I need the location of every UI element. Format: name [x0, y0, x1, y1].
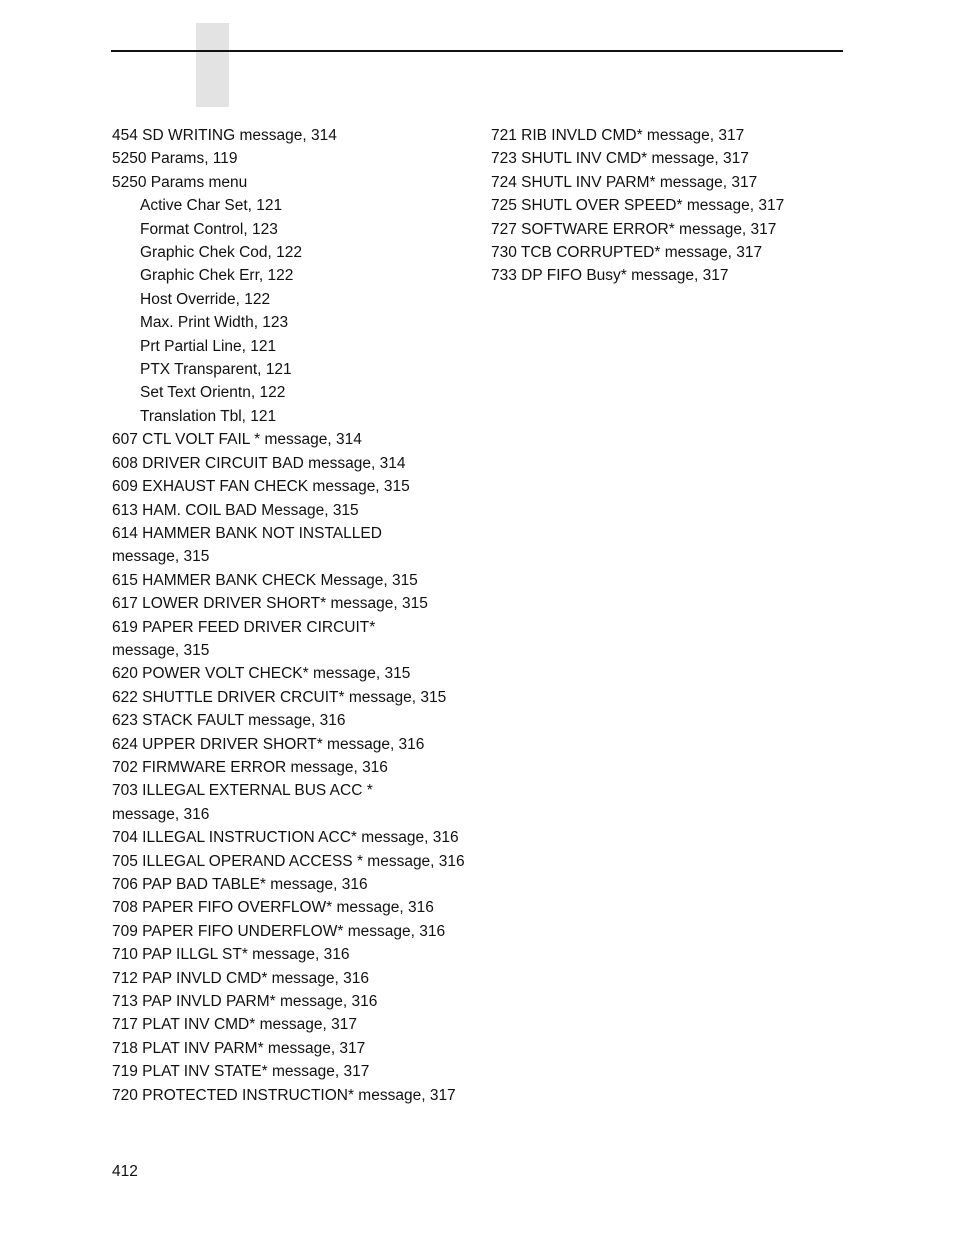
index-subentry: Set Text Orientn, 122 — [140, 384, 286, 402]
index-entry: 706 PAP BAD TABLE* message, 316 — [112, 876, 368, 893]
index-subentry: Prt Partial Line, 121 — [140, 337, 277, 355]
index-subentry: Active Char Set, 121 — [140, 197, 283, 215]
index-subentry: Graphic Chek Cod, 122 — [140, 244, 302, 262]
page-number: 412 — [112, 1163, 138, 1180]
index-entry: 704 ILLEGAL INSTRUCTION ACC* message, 316 — [112, 829, 459, 847]
index-entry: 614 HAMMER BANK NOT INSTALLED — [112, 524, 382, 542]
index-entry: 717 PLAT INV CMD* message, 317 — [112, 1016, 357, 1034]
index-entry: 624 UPPER DRIVER SHORT* message, 316 — [112, 735, 425, 753]
index-entry: 721 RIB INVLD CMD* message, 317 — [491, 127, 745, 144]
index-subentry: Max. Print Width, 123 — [140, 314, 289, 332]
header-rule — [111, 50, 843, 52]
index-entry: 712 PAP INVLD CMD* message, 316 — [112, 969, 370, 987]
index-entry: 709 PAPER FIFO UNDERFLOW* message, 316 — [112, 922, 446, 940]
header-tab-block — [196, 23, 229, 107]
index-entry: 708 PAPER FIFO OVERFLOW* message, 316 — [112, 899, 434, 917]
index-entry: 622 SHUTTLE DRIVER CRCUIT* message, 315 — [112, 688, 447, 706]
index-entry: 719 PLAT INV STATE* message, 317 — [112, 1063, 370, 1081]
index-entry: 727 SOFTWARE ERROR* message, 317 — [491, 220, 777, 238]
index-entry: 607 CTL VOLT FAIL * message, 314 — [112, 431, 362, 449]
index-entry: 623 STACK FAULT message, 316 — [112, 712, 346, 730]
index-column-left — [112, 124, 482, 1107]
index-entry: 619 PAPER FEED DRIVER CIRCUIT* — [112, 618, 376, 636]
index-entry: 703 ILLEGAL EXTERNAL BUS ACC * — [112, 782, 373, 800]
index-entry: message, 316 — [112, 805, 210, 823]
index-entry: 609 EXHAUST FAN CHECK message, 315 — [112, 478, 410, 496]
index-entry: 718 PLAT INV PARM* message, 317 — [112, 1039, 366, 1057]
index-subentry: Graphic Chek Err, 122 — [140, 267, 294, 285]
index-entry: 724 SHUTL INV PARM* message, 317 — [491, 173, 758, 191]
index-entry: message, 315 — [112, 548, 210, 566]
index-entry: 608 DRIVER CIRCUIT BAD message, 314 — [112, 454, 406, 472]
index-entry: 730 TCB CORRUPTED* message, 317 — [491, 244, 763, 262]
index-entry: 5250 Params menu — [112, 173, 248, 191]
index-entry: 617 LOWER DRIVER SHORT* message, 315 — [112, 595, 428, 613]
index-entry: message, 315 — [112, 641, 210, 659]
index-subentry: Translation Tbl, 121 — [140, 407, 277, 425]
index-entry: 620 POWER VOLT CHECK* message, 315 — [112, 665, 411, 683]
index-subentry: Host Override, 122 — [140, 290, 271, 308]
index-entry: 613 HAM. COIL BAD Message, 315 — [112, 501, 359, 519]
index-entry: 615 HAMMER BANK CHECK Message, 315 — [112, 571, 418, 589]
index-entry: 5250 Params, 119 — [112, 150, 238, 168]
index-subentry: PTX Transparent, 121 — [140, 361, 292, 379]
index-subentry: Format Control, 123 — [140, 220, 278, 238]
index-entry: 454 SD WRITING message, 314 — [112, 127, 337, 144]
index-entry: 723 SHUTL INV CMD* message, 317 — [491, 150, 749, 168]
index-entry: 713 PAP INVLD PARM* message, 316 — [112, 993, 378, 1011]
index-entry: 702 FIRMWARE ERROR message, 316 — [112, 758, 388, 776]
index-column-right — [491, 124, 851, 288]
index-entry: 705 ILLEGAL OPERAND ACCESS * message, 316 — [112, 852, 465, 870]
index-entry: 733 DP FIFO Busy* message, 317 — [491, 267, 729, 285]
index-entry: 710 PAP ILLGL ST* message, 316 — [112, 946, 350, 964]
index-entry: 720 PROTECTED INSTRUCTION* message, 317 — [112, 1086, 456, 1104]
index-entry: 725 SHUTL OVER SPEED* message, 317 — [491, 197, 785, 215]
